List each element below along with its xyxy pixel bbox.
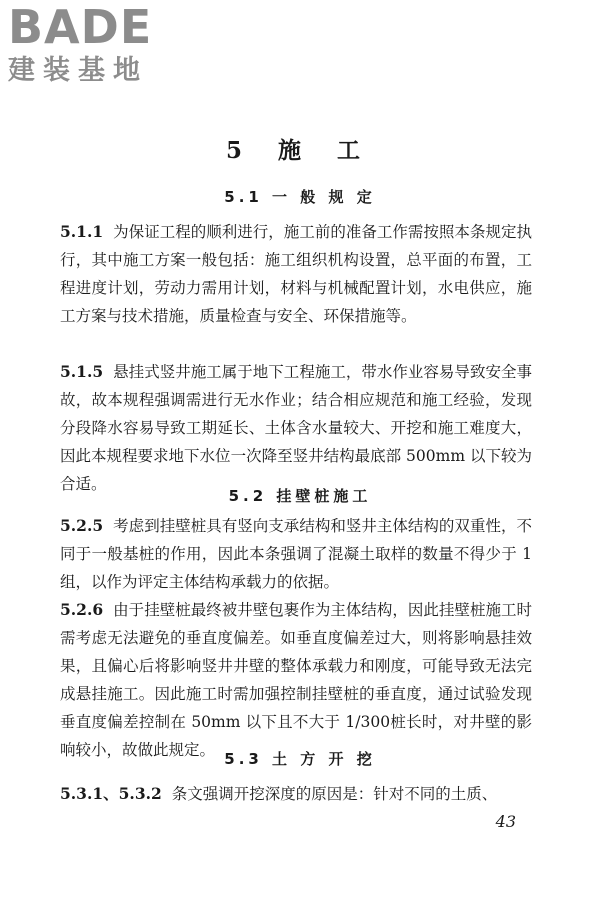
paragraph-number: 5.3.1、5.3.2 (60, 784, 162, 803)
logo-subtitle: 建装基地 (8, 55, 148, 86)
paragraph-5-1-1 (60, 218, 532, 330)
section-title-5-1: 5.1 一 般 规 定 (224, 188, 376, 206)
paragraph-5-3-1 (60, 780, 532, 808)
paragraph-text: 为保证工程的顺利进行，施工前的准备工作需按照本条规定执行，其中施工方案一般包括：施工组织机构设置，总平面的布置，工程进度计划，劳动力需用计划，材料与机械配置计划，水电供应，施工方案与技术措施，质量检查与安全、环保措施等。 (60, 223, 532, 325)
paragraph-text: 悬挂式竖井施工属于地下工程施工，带水作业容易导致安全事故，故本规程强调需进行无水作业；结合相应规范和施工经验，发现分段降水容易导致工期延长、土体含水量较大、开挖和施工难度大，因此本规程要求地下水位一次降至竖井结构最底部 500mm 以下较为合适。 (60, 363, 532, 493)
paragraph-number: 5.1.5 (60, 362, 104, 381)
chapter-title: 5 施 工 (225, 137, 375, 164)
paragraph-number: 5.1.1 (60, 222, 104, 241)
page-number: 43 (495, 812, 516, 831)
paragraph-5-1-5 (60, 358, 532, 498)
paragraph-5-2-6 (60, 596, 532, 764)
section-title-5-2: 5.2 挂壁桩施工 (228, 487, 372, 505)
logo (8, 2, 178, 86)
paragraph-number: 5.2.5 (60, 516, 104, 535)
paragraph-text: 由于挂壁桩最终被井壁包裹作为主体结构，因此挂壁桩施工时需考虑无法避免的垂直度偏差。如垂直度偏差过大，则将影响悬挂效果，且偏心后将影响竖井井壁的整体承载力和刚度，可能导致无法完成悬挂施工。因此施工时需加强控制挂壁桩的垂直度，通过试验发现垂直度偏差控制在 50mm 以下且不大于 1/300桩长时，对井壁的影响较小，故做此规定。 (60, 601, 532, 759)
paragraph-text: 考虑到挂壁桩具有竖向支承结构和竖井主体结构的双重性，不同于一般基桩的作用，因此本条强调了混凝土取样的数量不得少于 1 组，以作为评定主体结构承载力的依据。 (60, 517, 532, 591)
paragraph-5-2-5 (60, 512, 532, 596)
paragraph-text: 条文强调开挖深度的原因是：针对不同的土质、 (171, 785, 498, 803)
section-title-5-3: 5.3 土 方 开 挖 (224, 750, 376, 768)
logo-brand: BADE (8, 0, 153, 54)
paragraph-number: 5.2.6 (60, 600, 104, 619)
